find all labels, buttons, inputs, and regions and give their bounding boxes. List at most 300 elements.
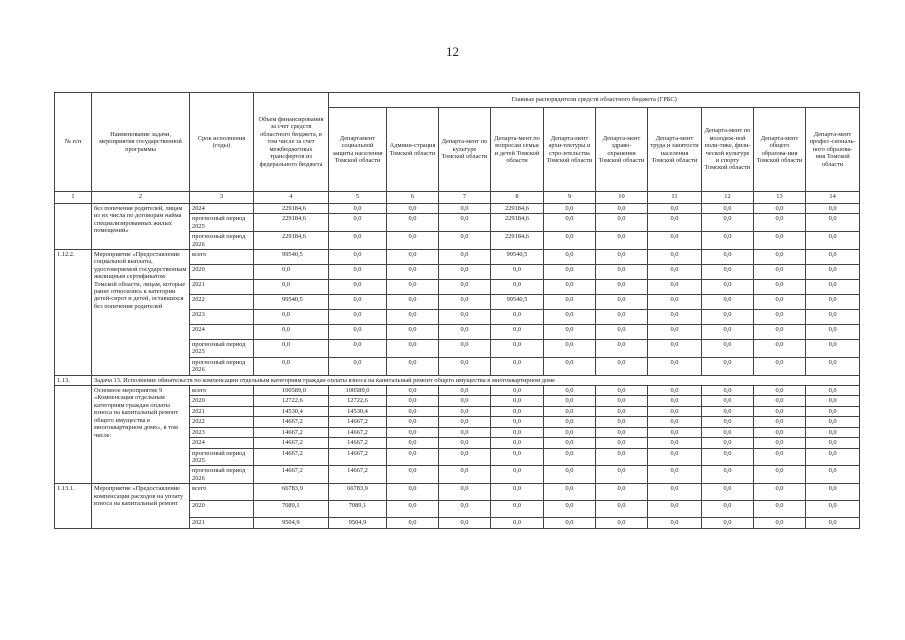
row-total: 229184,6 [254,232,329,250]
row-value: 0,0 [648,417,702,427]
row-value: 14667,2 [329,417,387,427]
column-number: 12 [702,192,754,204]
row-value: 0,0 [806,466,860,484]
row-total: 99540,5 [254,295,329,310]
header-dept: Департамент социальной защиты населения Томской области [329,108,387,192]
row-value: 0,0 [596,427,648,437]
row-value: 0,0 [596,396,648,406]
row-value: 14667,2 [329,448,387,466]
row-value: 0,0 [439,438,491,448]
row-value: 0,0 [329,357,387,375]
row-id: 1.12.2. [55,250,92,376]
row-value: 0,0 [439,214,491,232]
header-total: Объем финансирования за счет средств областного бюджета, в том числе за счет межбюджетных трансфертов из федерального бюджета [254,93,329,192]
task-row [55,375,860,385]
row-value: 0,0 [439,280,491,295]
row-value: 0,0 [754,280,806,295]
column-number: 5 [329,192,387,204]
row-value: 0,0 [702,448,754,466]
row-value: 0,0 [754,396,806,406]
row-value: 0,0 [387,484,439,501]
header-dept: Департа-мент по молодеж-ной поли-тике, физи-ческой культуре и спорту Томской области [702,108,754,192]
row-value: 0,0 [648,340,702,358]
row-value: 0,0 [491,265,544,280]
row-value: 0,0 [648,295,702,310]
row-value: 0,0 [387,518,439,528]
row-value: 0,0 [702,438,754,448]
row-value: 0,0 [439,396,491,406]
row-value: 0,0 [596,466,648,484]
row-value: 0,0 [491,340,544,358]
row-value: 0,0 [806,340,860,358]
row-value: 0,0 [439,295,491,310]
row-value: 0,0 [648,448,702,466]
row-value: 0,0 [754,250,806,265]
row-value: 0,0 [702,466,754,484]
header-dept: Департа-мент по культуре Томской области [439,108,491,192]
row-value: 0,0 [387,438,439,448]
row-value: 0,0 [596,386,648,396]
row-value: 0,0 [387,265,439,280]
row-value: 0,0 [387,466,439,484]
row-value: 0,0 [387,232,439,250]
row-value: 0,0 [439,204,491,214]
row-value: 0,0 [806,396,860,406]
table-row [55,250,860,265]
row-value: 0,0 [648,250,702,265]
row-value: 0,0 [702,204,754,214]
row-value: 0,0 [806,250,860,265]
row-total: 0,0 [254,280,329,295]
row-value: 0,0 [439,518,491,528]
row-name: Мероприятие «Предоставление социальной выплаты, удостоверяемой государственным жилищным сертификатом Томской области, лицам, которые ранее относились к категории детей-сирот и детей, оставшихся без попечения родителей [92,250,190,376]
table-row [55,386,860,396]
row-value: 0,0 [806,295,860,310]
row-value: 0,0 [648,501,702,518]
row-value: 0,0 [806,386,860,396]
row-value: 99540,5 [491,250,544,265]
row-value: 0,0 [387,427,439,437]
row-value: 0,0 [648,310,702,325]
row-value: 0,0 [648,466,702,484]
row-value: 0,0 [544,417,596,427]
row-value: 0,0 [806,406,860,416]
row-value: 0,0 [702,325,754,340]
row-value: 0,0 [806,427,860,437]
row-value: 0,0 [702,357,754,375]
table-row [55,484,860,501]
row-value: 0,0 [648,280,702,295]
row-term: 2023 [190,310,254,325]
column-number: 3 [190,192,254,204]
row-value: 9504,9 [329,518,387,528]
row-value: 0,0 [648,484,702,501]
row-value: 0,0 [806,438,860,448]
row-value: 0,0 [648,427,702,437]
row-value: 0,0 [596,448,648,466]
row-value: 0,0 [806,214,860,232]
column-number: 8 [491,192,544,204]
header-num: № п/п [55,93,92,192]
header-name: Наименование задачи, мероприятия государственной программы [92,93,190,192]
row-value: 0,0 [702,386,754,396]
row-value: 14667,2 [329,466,387,484]
row-value: 229184,6 [491,232,544,250]
row-value: 0,0 [754,501,806,518]
row-value: 0,0 [544,280,596,295]
row-value: 66783,9 [329,484,387,501]
column-number: 2 [92,192,190,204]
row-value: 0,0 [754,466,806,484]
row-value: 0,0 [702,295,754,310]
row-value: 0,0 [387,406,439,416]
row-value: 0,0 [329,214,387,232]
row-value: 0,0 [544,265,596,280]
row-value: 14667,2 [329,427,387,437]
row-value: 0,0 [387,501,439,518]
row-term: 2020 [190,265,254,280]
header-grbs: Главные распорядители средств областного бюджета (ГРБС) [329,93,860,108]
row-id: 1.13. [55,375,92,385]
row-value: 0,0 [329,280,387,295]
row-value: 100589,0 [329,386,387,396]
row-value: 0,0 [491,325,544,340]
header-dept: Департа-мент труда и занятости населения Томской области [648,108,702,192]
header-dept: Департа-мент по вопросам семьи и детей Томской области [491,108,544,192]
row-value: 0,0 [387,295,439,310]
row-value: 0,0 [329,250,387,265]
row-total: 0,0 [254,325,329,340]
row-value: 229184,6 [491,214,544,232]
column-number: 9 [544,192,596,204]
row-value: 0,0 [439,466,491,484]
row-value: 0,0 [702,280,754,295]
row-value: 0,0 [387,396,439,406]
row-value: 0,0 [596,484,648,501]
row-total: 100589,0 [254,386,329,396]
column-number: 1 [55,192,92,204]
row-value: 0,0 [596,280,648,295]
row-value: 0,0 [806,265,860,280]
row-value: 0,0 [491,438,544,448]
row-value: 0,0 [387,448,439,466]
row-value: 0,0 [439,406,491,416]
row-value: 0,0 [387,325,439,340]
page-number: 12 [446,44,459,59]
row-value: 0,0 [596,310,648,325]
row-value: 0,0 [491,357,544,375]
row-value: 0,0 [702,250,754,265]
row-value: 0,0 [491,310,544,325]
row-value: 0,0 [439,501,491,518]
row-value: 0,0 [439,265,491,280]
row-total: 99540,5 [254,250,329,265]
row-total: 12722,6 [254,396,329,406]
row-value: 0,0 [648,325,702,340]
row-value: 0,0 [544,518,596,528]
row-value: 0,0 [596,406,648,416]
row-value: 0,0 [491,406,544,416]
row-id: 1.13.1. [55,484,92,528]
row-value: 0,0 [387,417,439,427]
row-term: 2020 [190,501,254,518]
row-value: 0,0 [387,204,439,214]
row-value: 0,0 [329,204,387,214]
row-value: 0,0 [439,310,491,325]
row-value: 0,0 [439,340,491,358]
row-id [55,204,92,250]
row-value: 0,0 [806,484,860,501]
column-number-row [55,192,860,204]
row-total: 0,0 [254,310,329,325]
row-value: 0,0 [596,438,648,448]
row-total: 14530,4 [254,406,329,416]
column-number: 10 [596,192,648,204]
row-value: 0,0 [754,406,806,416]
header-term: Срок исполнения (годы) [190,93,254,192]
row-value: 0,0 [544,325,596,340]
row-value: 0,0 [596,501,648,518]
row-total: 9504,9 [254,518,329,528]
row-value: 229184,6 [491,204,544,214]
row-value: 99540,5 [491,295,544,310]
header-dept: Департа-мент здраво-охранения Томской области [596,108,648,192]
row-total: 14667,2 [254,427,329,437]
row-value: 0,0 [806,501,860,518]
row-value: 0,0 [596,265,648,280]
row-term: 2021 [190,406,254,416]
row-value: 0,0 [596,214,648,232]
row-value: 0,0 [806,280,860,295]
header-dept: Департа-мент профес-сиональ-ного образова-ния Томской области [806,108,860,192]
row-value: 0,0 [329,295,387,310]
row-term: прогнозный период 2026 [190,357,254,375]
row-value: 0,0 [648,518,702,528]
row-value: 0,0 [806,417,860,427]
row-term: 2024 [190,438,254,448]
row-value: 0,0 [596,295,648,310]
row-value: 0,0 [329,340,387,358]
row-value: 0,0 [439,448,491,466]
row-value: 0,0 [754,340,806,358]
row-value: 0,0 [754,265,806,280]
row-value: 0,0 [387,310,439,325]
row-value: 0,0 [806,448,860,466]
row-value: 0,0 [329,265,387,280]
row-total: 14667,2 [254,466,329,484]
row-value: 0,0 [806,232,860,250]
row-value: 0,0 [754,427,806,437]
row-total: 14667,2 [254,448,329,466]
row-value: 0,0 [754,417,806,427]
row-value: 0,0 [702,396,754,406]
row-value: 0,0 [387,214,439,232]
table-body [55,204,860,529]
row-total: 14667,2 [254,417,329,427]
row-value: 0,0 [806,357,860,375]
row-value: 0,0 [754,204,806,214]
row-value: 0,0 [544,357,596,375]
task-text: Задача 13. Исполнение обязательств по компенсации отдельным категориям граждан оплаты взноса на капитальный ремонт общего имущества в многоквартирном доме [92,375,860,385]
row-value: 0,0 [439,484,491,501]
row-value: 7089,1 [329,501,387,518]
row-value: 0,0 [702,501,754,518]
row-id [55,386,92,484]
row-value: 0,0 [544,204,596,214]
header-dept: Департа-мент общего образова-ния Томской области [754,108,806,192]
column-number: 4 [254,192,329,204]
row-value: 0,0 [544,438,596,448]
row-term: 2023 [190,427,254,437]
row-value: 14667,2 [329,438,387,448]
row-term: прогнозный период 2025 [190,340,254,358]
row-value: 0,0 [806,518,860,528]
column-number: 6 [387,192,439,204]
row-value: 0,0 [439,357,491,375]
column-number: 14 [806,192,860,204]
row-value: 0,0 [702,232,754,250]
row-value: 0,0 [648,396,702,406]
row-value: 0,0 [754,232,806,250]
row-value: 0,0 [596,518,648,528]
row-value: 14530,4 [329,406,387,416]
row-total: 229184,6 [254,204,329,214]
row-value: 0,0 [329,310,387,325]
row-value: 0,0 [806,204,860,214]
row-value: 0,0 [596,250,648,265]
row-value: 0,0 [544,310,596,325]
row-value: 0,0 [439,386,491,396]
row-value: 0,0 [439,250,491,265]
row-total: 0,0 [254,340,329,358]
row-value: 0,0 [544,250,596,265]
table-row [55,204,860,214]
row-value: 0,0 [491,466,544,484]
column-number: 11 [648,192,702,204]
row-value: 0,0 [491,386,544,396]
row-value: 0,0 [387,340,439,358]
row-total: 7089,1 [254,501,329,518]
row-term: всего [190,386,254,396]
row-value: 0,0 [754,310,806,325]
row-value: 0,0 [491,417,544,427]
row-value: 0,0 [648,214,702,232]
row-name: Мероприятие «Предоставление компенсации расходов на уплату взноса на капитальный ремонт [92,484,190,528]
row-total: 229184,6 [254,214,329,232]
row-value: 0,0 [544,448,596,466]
header-dept: Департа-мент архи-тектуры и стро-ительства Томской области [544,108,596,192]
row-value: 0,0 [544,232,596,250]
row-total: 66783,9 [254,484,329,501]
column-number: 7 [439,192,491,204]
row-value: 0,0 [648,357,702,375]
row-value: 0,0 [544,214,596,232]
row-value: 0,0 [544,340,596,358]
row-value: 0,0 [596,232,648,250]
row-term: 2020 [190,396,254,406]
row-value: 0,0 [754,214,806,232]
row-value: 0,0 [754,386,806,396]
row-total: 14667,2 [254,438,329,448]
row-value: 0,0 [754,357,806,375]
row-value: 0,0 [648,386,702,396]
row-value: 0,0 [806,325,860,340]
row-value: 0,0 [387,250,439,265]
row-value: 0,0 [648,406,702,416]
row-value: 0,0 [702,417,754,427]
row-value: 0,0 [491,427,544,437]
row-value: 0,0 [439,427,491,437]
row-term: прогнозный период 2026 [190,466,254,484]
row-value: 0,0 [544,427,596,437]
row-value: 0,0 [754,325,806,340]
row-value: 0,0 [491,448,544,466]
row-value: 0,0 [648,438,702,448]
row-value: 0,0 [702,406,754,416]
row-value: 0,0 [491,396,544,406]
row-value: 0,0 [754,295,806,310]
row-value: 0,0 [648,204,702,214]
row-term: 2022 [190,417,254,427]
row-value: 0,0 [754,438,806,448]
row-value: 0,0 [544,501,596,518]
row-term: всего [190,250,254,265]
row-term: 2024 [190,325,254,340]
row-name: Основное мероприятие 9 «Компенсация отдельным категориям граждан оплаты взноса на капитальный ремонт общего имущества в многоквартирном доме», в том числе: [92,386,190,484]
row-value: 0,0 [702,340,754,358]
row-term: прогнозный период 2025 [190,214,254,232]
row-value: 0,0 [544,466,596,484]
row-value: 0,0 [329,325,387,340]
row-value: 0,0 [648,232,702,250]
row-value: 0,0 [439,417,491,427]
row-term: 2021 [190,280,254,295]
row-value: 0,0 [491,280,544,295]
row-value: 0,0 [596,357,648,375]
column-number: 13 [754,192,806,204]
row-value: 0,0 [387,386,439,396]
row-name: без попечения родителей, лицам из их числа по договорам найма специализированных жилых помещений» [92,204,190,250]
row-value: 0,0 [648,265,702,280]
row-value: 0,0 [754,484,806,501]
row-value: 0,0 [491,501,544,518]
row-value: 0,0 [806,310,860,325]
row-term: всего [190,484,254,501]
row-value: 0,0 [544,386,596,396]
row-value: 0,0 [754,518,806,528]
row-value: 0,0 [491,484,544,501]
row-value: 0,0 [544,396,596,406]
row-value: 0,0 [702,427,754,437]
row-value: 0,0 [702,214,754,232]
row-value: 0,0 [544,295,596,310]
row-term: прогнозный период 2026 [190,232,254,250]
row-value: 0,0 [702,310,754,325]
row-value: 0,0 [329,232,387,250]
row-value: 0,0 [596,325,648,340]
row-total: 0,0 [254,265,329,280]
row-value: 0,0 [387,280,439,295]
row-value: 12722,6 [329,396,387,406]
row-value: 0,0 [387,357,439,375]
header-dept: Админи-страция Томской области [387,108,439,192]
row-value: 0,0 [754,448,806,466]
row-value: 0,0 [596,340,648,358]
row-total: 0,0 [254,357,329,375]
table-header [55,93,860,204]
row-value: 0,0 [702,518,754,528]
row-term: 2021 [190,518,254,528]
